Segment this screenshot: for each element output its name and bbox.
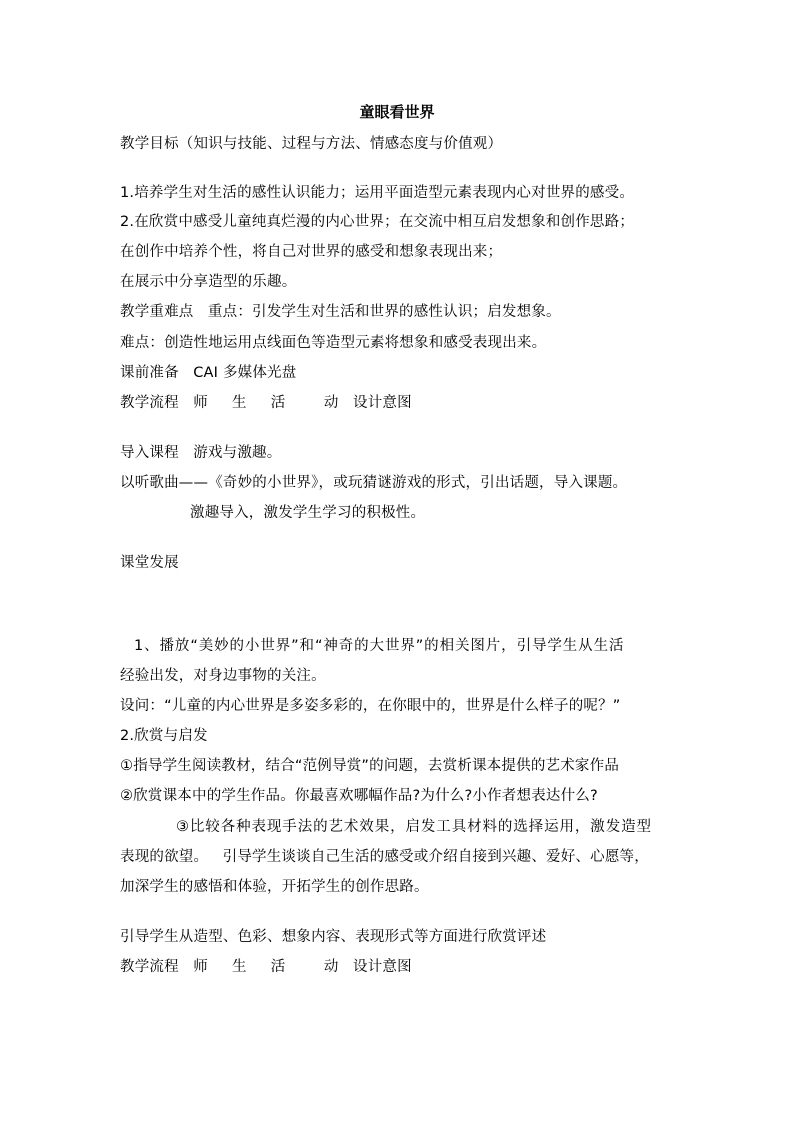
objective-line-4: 在展示中分享造型的乐趣。 [120,274,297,290]
appreciation-step-3-line-1: ③比较各种表现手法的艺术效果，启发工具材料的选择运用，激发造型 [176,819,652,835]
activity-1-line-1: 1、播放“美妙的小世界”和“神奇的大世界”的相关图片，引导学生从生活 [134,638,625,654]
teaching-process-header-2: 教学流程 师 生 活 动 设计意图 [120,959,412,975]
preparation-line: 课前准备 CAI 多媒体光盘 [120,365,297,381]
question-line: 设问：“儿童的内心世界是多姿多彩的，在你眼中的，世界是什么样子的呢？” [120,698,621,714]
teaching-process-header: 教学流程 师 生 活 动 设计意图 [120,395,412,411]
objective-line-3: 在创作中培养个性，将自己对世界的感受和想象表现出来； [120,244,503,260]
objective-line-1: 1.培养学生对生活的感性认识能力；运用平面造型元素表现内心对世界的感受。 [120,185,635,201]
intro-activity-line: 以听歌曲——《奇妙的小世界》，或玩猜谜游戏的形式，引出话题，导入课题。 [120,475,628,491]
activity-1-line-2: 经验出发，对身边事物的关注。 [120,668,326,684]
appreciation-step-3-line-2: 表现的欲望。 引导学生谈谈自己生活的感受或介绍自接到兴趣、爱好、心愿等， [120,849,649,865]
class-development-heading: 课堂发展 [120,555,179,571]
appreciation-heading: 2.欣赏与启发 [120,728,208,744]
intro-design-intent: 激趣导入，激发学生学习的积极性。 [190,505,426,521]
key-points-line: 教学重难点 重点：引发学生对生活和世界的感性认识；启发想象。 [120,304,561,320]
difficulty-line: 难点：创造性地运用点线面色等造型元素将想象和感受表现出来。 [120,335,547,351]
document-title: 童眼看世界 [359,103,435,121]
appreciation-step-2: ②欣赏课本中的学生作品。你最喜欢哪幅作品?为什么?小作者想表达什么? [120,788,598,804]
objective-line-2: 2.在欣赏中感受儿童纯真烂漫的内心世界；在交流中相互启发想象和创作思路； [120,214,635,230]
appraisal-guidance-line: 引导学生从造型、色彩、想象内容、表现形式等方面进行欣赏评述 [120,929,547,945]
teaching-objectives-heading: 教学目标（知识与技能、过程与方法、情感态度与价值观） [120,136,503,152]
appreciation-step-1: ①指导学生阅读教材，结合“范例导赏”的问题，去赏析课本提供的艺术家作品 [120,758,620,774]
appreciation-step-3-line-3: 加深学生的感悟和体验，开拓学生的创作思路。 [120,879,429,895]
intro-course-line: 导入课程 游戏与激趣。 [120,445,282,461]
